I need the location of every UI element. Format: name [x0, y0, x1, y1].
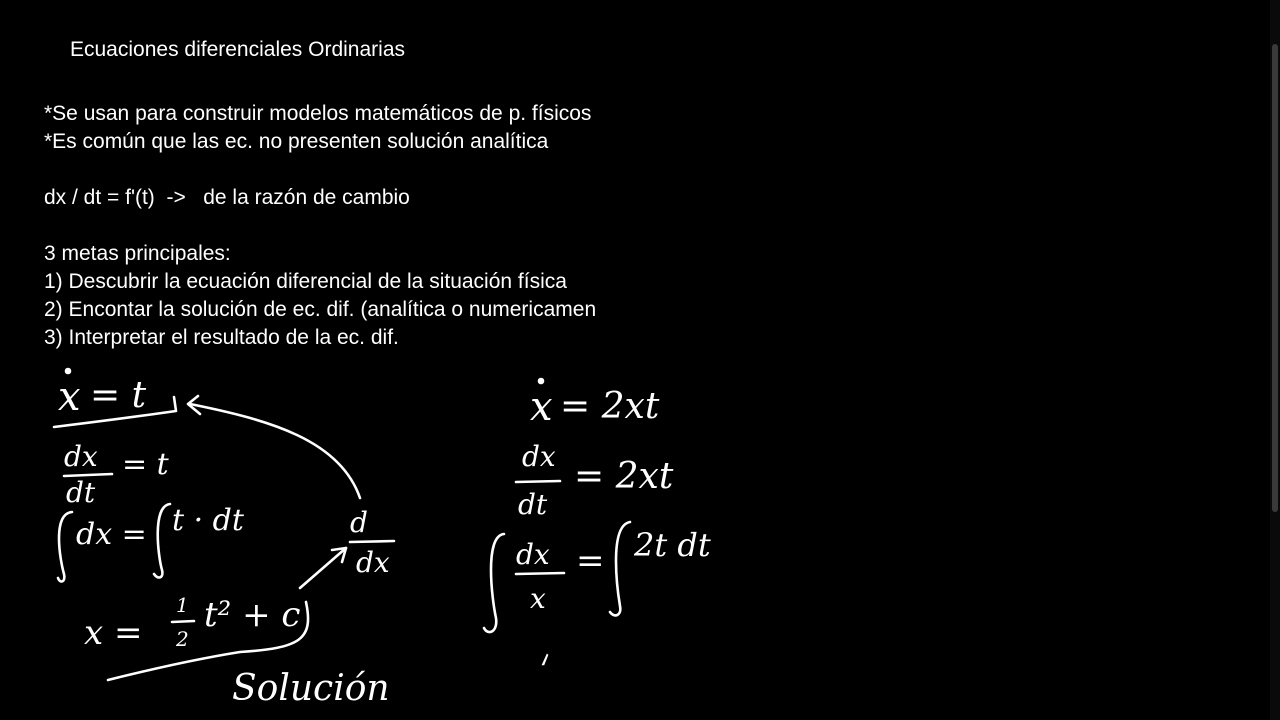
hw-left-dx: dx — [64, 440, 98, 473]
hw-left-dt: dt — [66, 476, 96, 509]
hw-left-dx-bottom: dx — [356, 546, 390, 579]
hw-right-int-eq: = — [576, 541, 605, 581]
curved-arrow — [190, 404, 360, 498]
fraction-bar — [350, 541, 394, 542]
note-line: 1) Descubrir la ecuación diferencial de la situación física — [44, 270, 567, 293]
hw-left-int-rhs: t · dt — [172, 503, 244, 538]
note-line: 2) Encontar la solución de ec. dif. (analítica o numericamen — [44, 298, 597, 321]
scrollbar[interactable] — [1270, 0, 1280, 720]
integral-sign — [610, 522, 630, 615]
hw-right-dx: dx — [522, 440, 556, 473]
hw-right-eq1-rhs: = 2xt — [560, 386, 660, 427]
hw-left-half-num: 1 — [176, 593, 189, 617]
handwritten-derivation-left — [54, 369, 394, 709]
note-line: 3 metas principales: — [44, 242, 231, 265]
pen-cursor-icon — [541, 652, 549, 666]
hw-left-eq1-lhs: x — [58, 374, 81, 420]
note-line: dx / dt = f'(t) -> de la razón de cambio — [44, 186, 410, 209]
note-line: *Es común que las ec. no presenten solución analítica — [44, 130, 549, 153]
hw-left-int-lhs: dx = — [76, 517, 147, 552]
hw-left-eq1-rhs: = t — [90, 375, 147, 416]
hw-right-int-rhs: 2t dt — [634, 526, 711, 564]
hw-right-int-den: x — [530, 582, 546, 615]
hw-left-sol-x: x = — [84, 613, 143, 653]
note-title: Ecuaciones diferenciales Ordinarias — [70, 38, 406, 61]
hw-left-label: Solución — [232, 668, 390, 709]
hw-left-half-den: 2 — [176, 627, 189, 651]
hw-right-dt: dt — [518, 488, 548, 521]
integral-sign — [484, 534, 504, 632]
hw-right-eq1-lhs: x — [530, 384, 553, 430]
hw-right-eq2-rhs: = 2xt — [574, 456, 674, 497]
dot-mark — [539, 379, 543, 383]
fraction-bar — [516, 481, 560, 482]
integral-sign — [154, 504, 170, 577]
fraction-bar — [516, 573, 564, 574]
hw-left-eq2-rhs: = t — [122, 447, 169, 482]
note-line: 3) Interpretar el resultado de la ec. dif. — [44, 326, 399, 349]
fraction-bar — [172, 621, 194, 622]
hw-left-sol-rest: t² + c — [204, 595, 301, 635]
arrow-line — [300, 548, 346, 588]
hw-left-d-top: d — [350, 506, 368, 539]
hw-right-int-num: dx — [516, 538, 550, 571]
note-line: *Se usan para construir modelos matemáticos de p. físicos — [44, 102, 592, 125]
scrollbar-thumb[interactable] — [1272, 44, 1278, 512]
handwritten-derivation-right — [484, 379, 711, 632]
integral-sign — [58, 512, 72, 581]
dot-mark — [66, 369, 70, 373]
